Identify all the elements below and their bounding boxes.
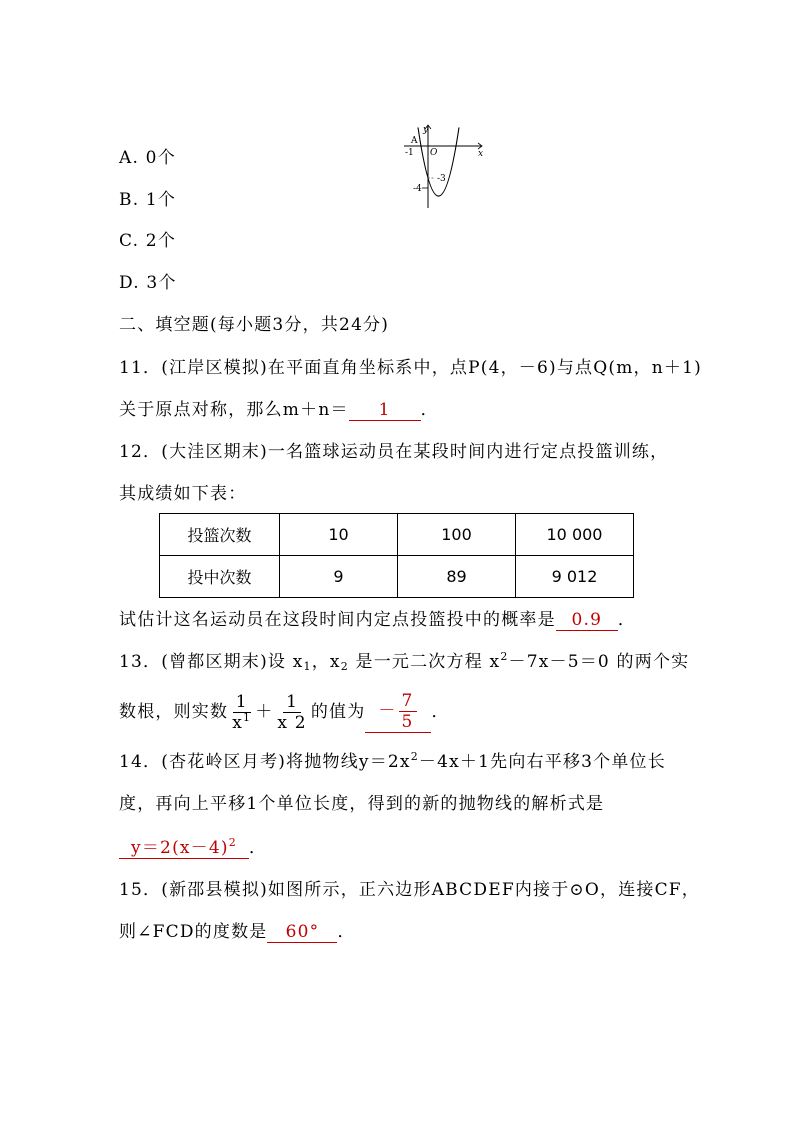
q12-line1: 12．(大洼区期末)一名篮球运动员在某段时间内进行定点投篮训练， [119, 442, 669, 462]
q13-mid: 的值为 [310, 702, 366, 722]
q12-answer: 0.9 [556, 610, 618, 631]
q13-answer [365, 691, 431, 733]
q14-line3 [119, 837, 267, 859]
q13-fraction-2 [275, 692, 308, 733]
parabola-curve [418, 127, 459, 196]
neg4-label: -4 [413, 184, 422, 194]
parabola-graph [402, 122, 488, 212]
choice-d: D. 3个 [119, 273, 177, 293]
neg1-label: -1 [405, 148, 414, 158]
q14-line2: 度，再向上平移1个单位长度，得到的新的抛物线的解析式是 [119, 794, 605, 814]
q13-suffix: ． [431, 702, 450, 722]
q12-suffix: ． [617, 610, 637, 630]
score-table [159, 513, 634, 598]
table-cell: 9 012 [516, 556, 634, 598]
q13-sup: 2 [500, 650, 509, 663]
q13-sub2: 2 [340, 660, 349, 673]
q13-plus: ＋ [255, 702, 274, 722]
q11-suffix: ． [420, 400, 439, 420]
q14-answer [119, 838, 249, 859]
choice-b: B. 1个 [119, 190, 177, 210]
fraction-numerator: 1 [283, 692, 301, 713]
fraction-denominator [230, 710, 253, 733]
table-cell: 10 000 [516, 514, 634, 556]
q14-answer-sup: 2 [228, 836, 237, 849]
table-row [160, 514, 634, 556]
q15-line2 [119, 921, 356, 943]
fraction-numerator: 7 [399, 691, 417, 712]
q12-line2: 其成绩如下表： [119, 484, 247, 504]
q11-line2 [119, 399, 439, 421]
q13-fraction-1 [230, 692, 253, 733]
y-axis-label: y [423, 125, 429, 135]
q13-sub1: 1 [303, 660, 312, 673]
q13-text-d: －7x－5＝0 的两个实 [508, 652, 690, 672]
q14-suffix: ． [249, 838, 268, 858]
choice-c: C. 2个 [119, 231, 177, 251]
table-cell: 9 [280, 556, 398, 598]
q13-line2 [119, 689, 450, 735]
q14-answer-base: y＝2(x－4) [131, 838, 229, 858]
point-a-label: A [411, 136, 418, 146]
q15-prefix: 则∠FCD的度数是 [119, 922, 268, 942]
q11-prefix: 关于原点对称，那么m＋n＝ [119, 400, 349, 420]
q13-answer-fraction [399, 691, 417, 732]
fraction-numerator: 1 [233, 692, 251, 713]
table-row [160, 556, 634, 598]
q13-text-c: 是一元二次方程 x [348, 652, 501, 672]
q12-prefix: 试估计这名运动员在这段时间内定点投篮投中的概率是 [119, 610, 556, 630]
q13-text-a: 13．(曾都区期末)设 x [119, 652, 304, 672]
fraction-denominator: x 2 [277, 712, 307, 733]
neg3-label: -3 [437, 174, 446, 184]
q13-prefix: 数根，则实数 [119, 702, 229, 722]
q11-answer: 1 [349, 400, 421, 421]
table-cell: 89 [398, 556, 516, 598]
table-cell: 投篮次数 [160, 514, 280, 556]
origin-label: O [430, 148, 438, 158]
q14-text-b: －4x＋1先向右平移3个单位长 [418, 752, 666, 772]
section-title: 二、填空题(每小题3分，共24分) [119, 315, 390, 335]
q12-line3 [119, 609, 636, 631]
fraction-denominator-sup: 1 [243, 710, 252, 724]
q13-answer-sign: － [378, 701, 397, 721]
q15-suffix: ． [337, 922, 356, 942]
q14-text-a: 14．(杏花岭区月考)将抛物线y＝2x [119, 752, 411, 772]
fraction-denominator: 5 [401, 712, 414, 732]
q15-answer: 60° [267, 922, 337, 943]
q13-text-b: ，x [311, 652, 341, 672]
table-cell: 10 [280, 514, 398, 556]
choice-a: A. 0个 [119, 148, 176, 168]
x-axis-label: x [478, 149, 484, 159]
table-cell: 100 [398, 514, 516, 556]
q14-sup: 2 [410, 750, 419, 763]
table-cell: 投中次数 [160, 556, 280, 598]
q11-line1: 11．(江岸区模拟)在平面直角坐标系中，点P(4，－6)与点Q(m，n＋1) [119, 358, 702, 378]
q14-line1 [119, 751, 666, 773]
fraction-denominator-base: x [232, 712, 243, 733]
q15-line1: 15．(新邵县模拟)如图所示，正六边形ABCDEF内接于⊙O，连接CF， [119, 880, 701, 900]
q13-line1 [119, 651, 689, 673]
